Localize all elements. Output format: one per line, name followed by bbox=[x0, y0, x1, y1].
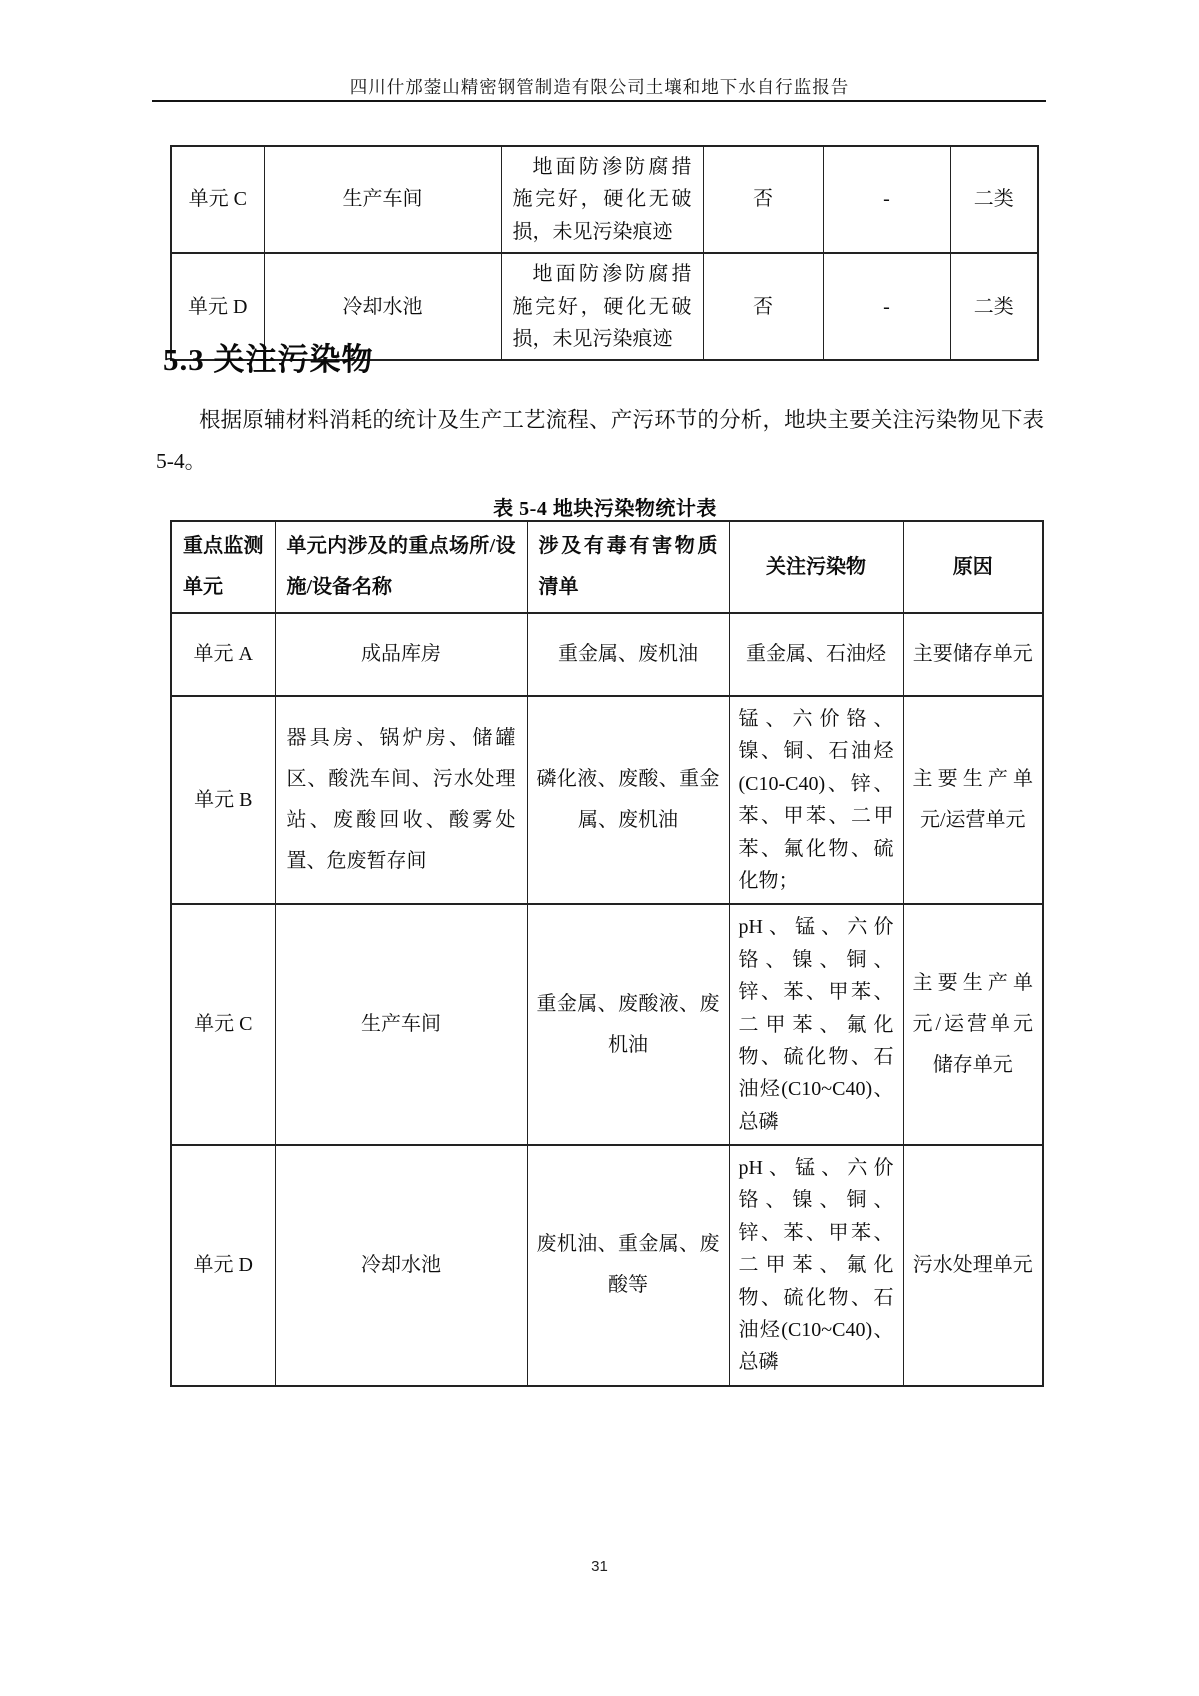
table-header-row bbox=[171, 521, 1043, 613]
column-header: 关注污染物 bbox=[729, 521, 903, 613]
header-rule bbox=[152, 100, 1046, 102]
table-cell: 废机油、重金属、废酸等 bbox=[527, 1145, 729, 1386]
table-cell: 生产车间 bbox=[264, 146, 501, 253]
table-cell: 地面防渗防腐措施完好，硬化无破损，未见污染痕迹 bbox=[501, 146, 703, 253]
pollutant-table bbox=[170, 520, 1044, 1387]
column-header: 涉及有毒有害物质清单 bbox=[527, 521, 729, 613]
body-paragraph: 根据原辅材料消耗的统计及生产工艺流程、产污环节的分析，地块主要关注污染物见下表 5-4。 bbox=[156, 408, 1044, 473]
table-cell: 冷却水池 bbox=[275, 1145, 527, 1386]
table-cell: pH、锰、六价铬、镍、铜、锌、苯、甲苯、二甲苯、氟化物、硫化物、石油烃(C10~C40)、总磷 bbox=[729, 904, 903, 1145]
continuation-table-wrap bbox=[170, 145, 1039, 361]
table-cell: 主要生产单元/运营单元 bbox=[903, 696, 1043, 904]
table-cell: 否 bbox=[703, 253, 823, 360]
running-header-title: 四川什邡蓥山精密钢管制造有限公司土壤和地下水自行监报告 bbox=[349, 77, 850, 97]
column-header: 单元内涉及的重点场所/设施/设备名称 bbox=[275, 521, 527, 613]
table-cell: 单元 D bbox=[171, 253, 264, 360]
table-cell: 重金属、石油烃 bbox=[729, 613, 903, 696]
table-row bbox=[171, 146, 1038, 253]
table-cell: 冷却水池 bbox=[264, 253, 501, 360]
table-cell: 污水处理单元 bbox=[903, 1145, 1043, 1386]
table-cell: 成品库房 bbox=[275, 613, 527, 696]
table-cell: 锰、六价铬、镍、铜、石油烃(C10-C40)、锌、苯、甲苯、二甲苯、氟化物、硫化物； bbox=[729, 696, 903, 904]
table-caption: 表 5-4 地块污染物统计表 bbox=[493, 498, 717, 520]
table-cell: - bbox=[823, 146, 950, 253]
table-cell: 单元 D bbox=[171, 1145, 275, 1386]
section-heading: 5.3 关注污染物 bbox=[163, 342, 374, 377]
page-number: 31 bbox=[591, 1558, 608, 1575]
table-cell: 单元 A bbox=[171, 613, 275, 696]
continuation-table bbox=[170, 145, 1039, 361]
table-cell: 主要生产单元/运营单元 储存单元 bbox=[903, 904, 1043, 1145]
table-cell: 二类 bbox=[950, 253, 1038, 360]
table-cell: 单元 B bbox=[171, 696, 275, 904]
column-header: 重点监测单元 bbox=[171, 521, 275, 613]
table-cell: 单元 C bbox=[171, 904, 275, 1145]
column-header: 原因 bbox=[903, 521, 1043, 613]
table-cell: 磷化液、废酸、重金属、废机油 bbox=[527, 696, 729, 904]
table-cell: 器具房、锅炉房、储罐区、酸洗车间、污水处理站、废酸回收、酸雾处置、危废暂存间 bbox=[275, 696, 527, 904]
table-cell: 重金属、废酸液、废机油 bbox=[527, 904, 729, 1145]
table-row bbox=[171, 613, 1043, 696]
table-cell: pH、锰、六价铬、镍、铜、锌、苯、甲苯、二甲苯、氟化物、硫化物、石油烃(C10~C40)、总磷 bbox=[729, 1145, 903, 1386]
table-cell: 二类 bbox=[950, 146, 1038, 253]
table-cell: 主要储存单元 bbox=[903, 613, 1043, 696]
table-cell: 否 bbox=[703, 146, 823, 253]
table-cell: 生产车间 bbox=[275, 904, 527, 1145]
table-cell: 地面防渗防腐措施完好，硬化无破损，未见污染痕迹 bbox=[501, 253, 703, 360]
table-cell: 重金属、废机油 bbox=[527, 613, 729, 696]
pollutant-table-wrap bbox=[170, 520, 1044, 1387]
table-row bbox=[171, 696, 1043, 904]
table-row bbox=[171, 1145, 1043, 1386]
table-cell: 单元 C bbox=[171, 146, 264, 253]
table-cell: - bbox=[823, 253, 950, 360]
table-row bbox=[171, 904, 1043, 1145]
